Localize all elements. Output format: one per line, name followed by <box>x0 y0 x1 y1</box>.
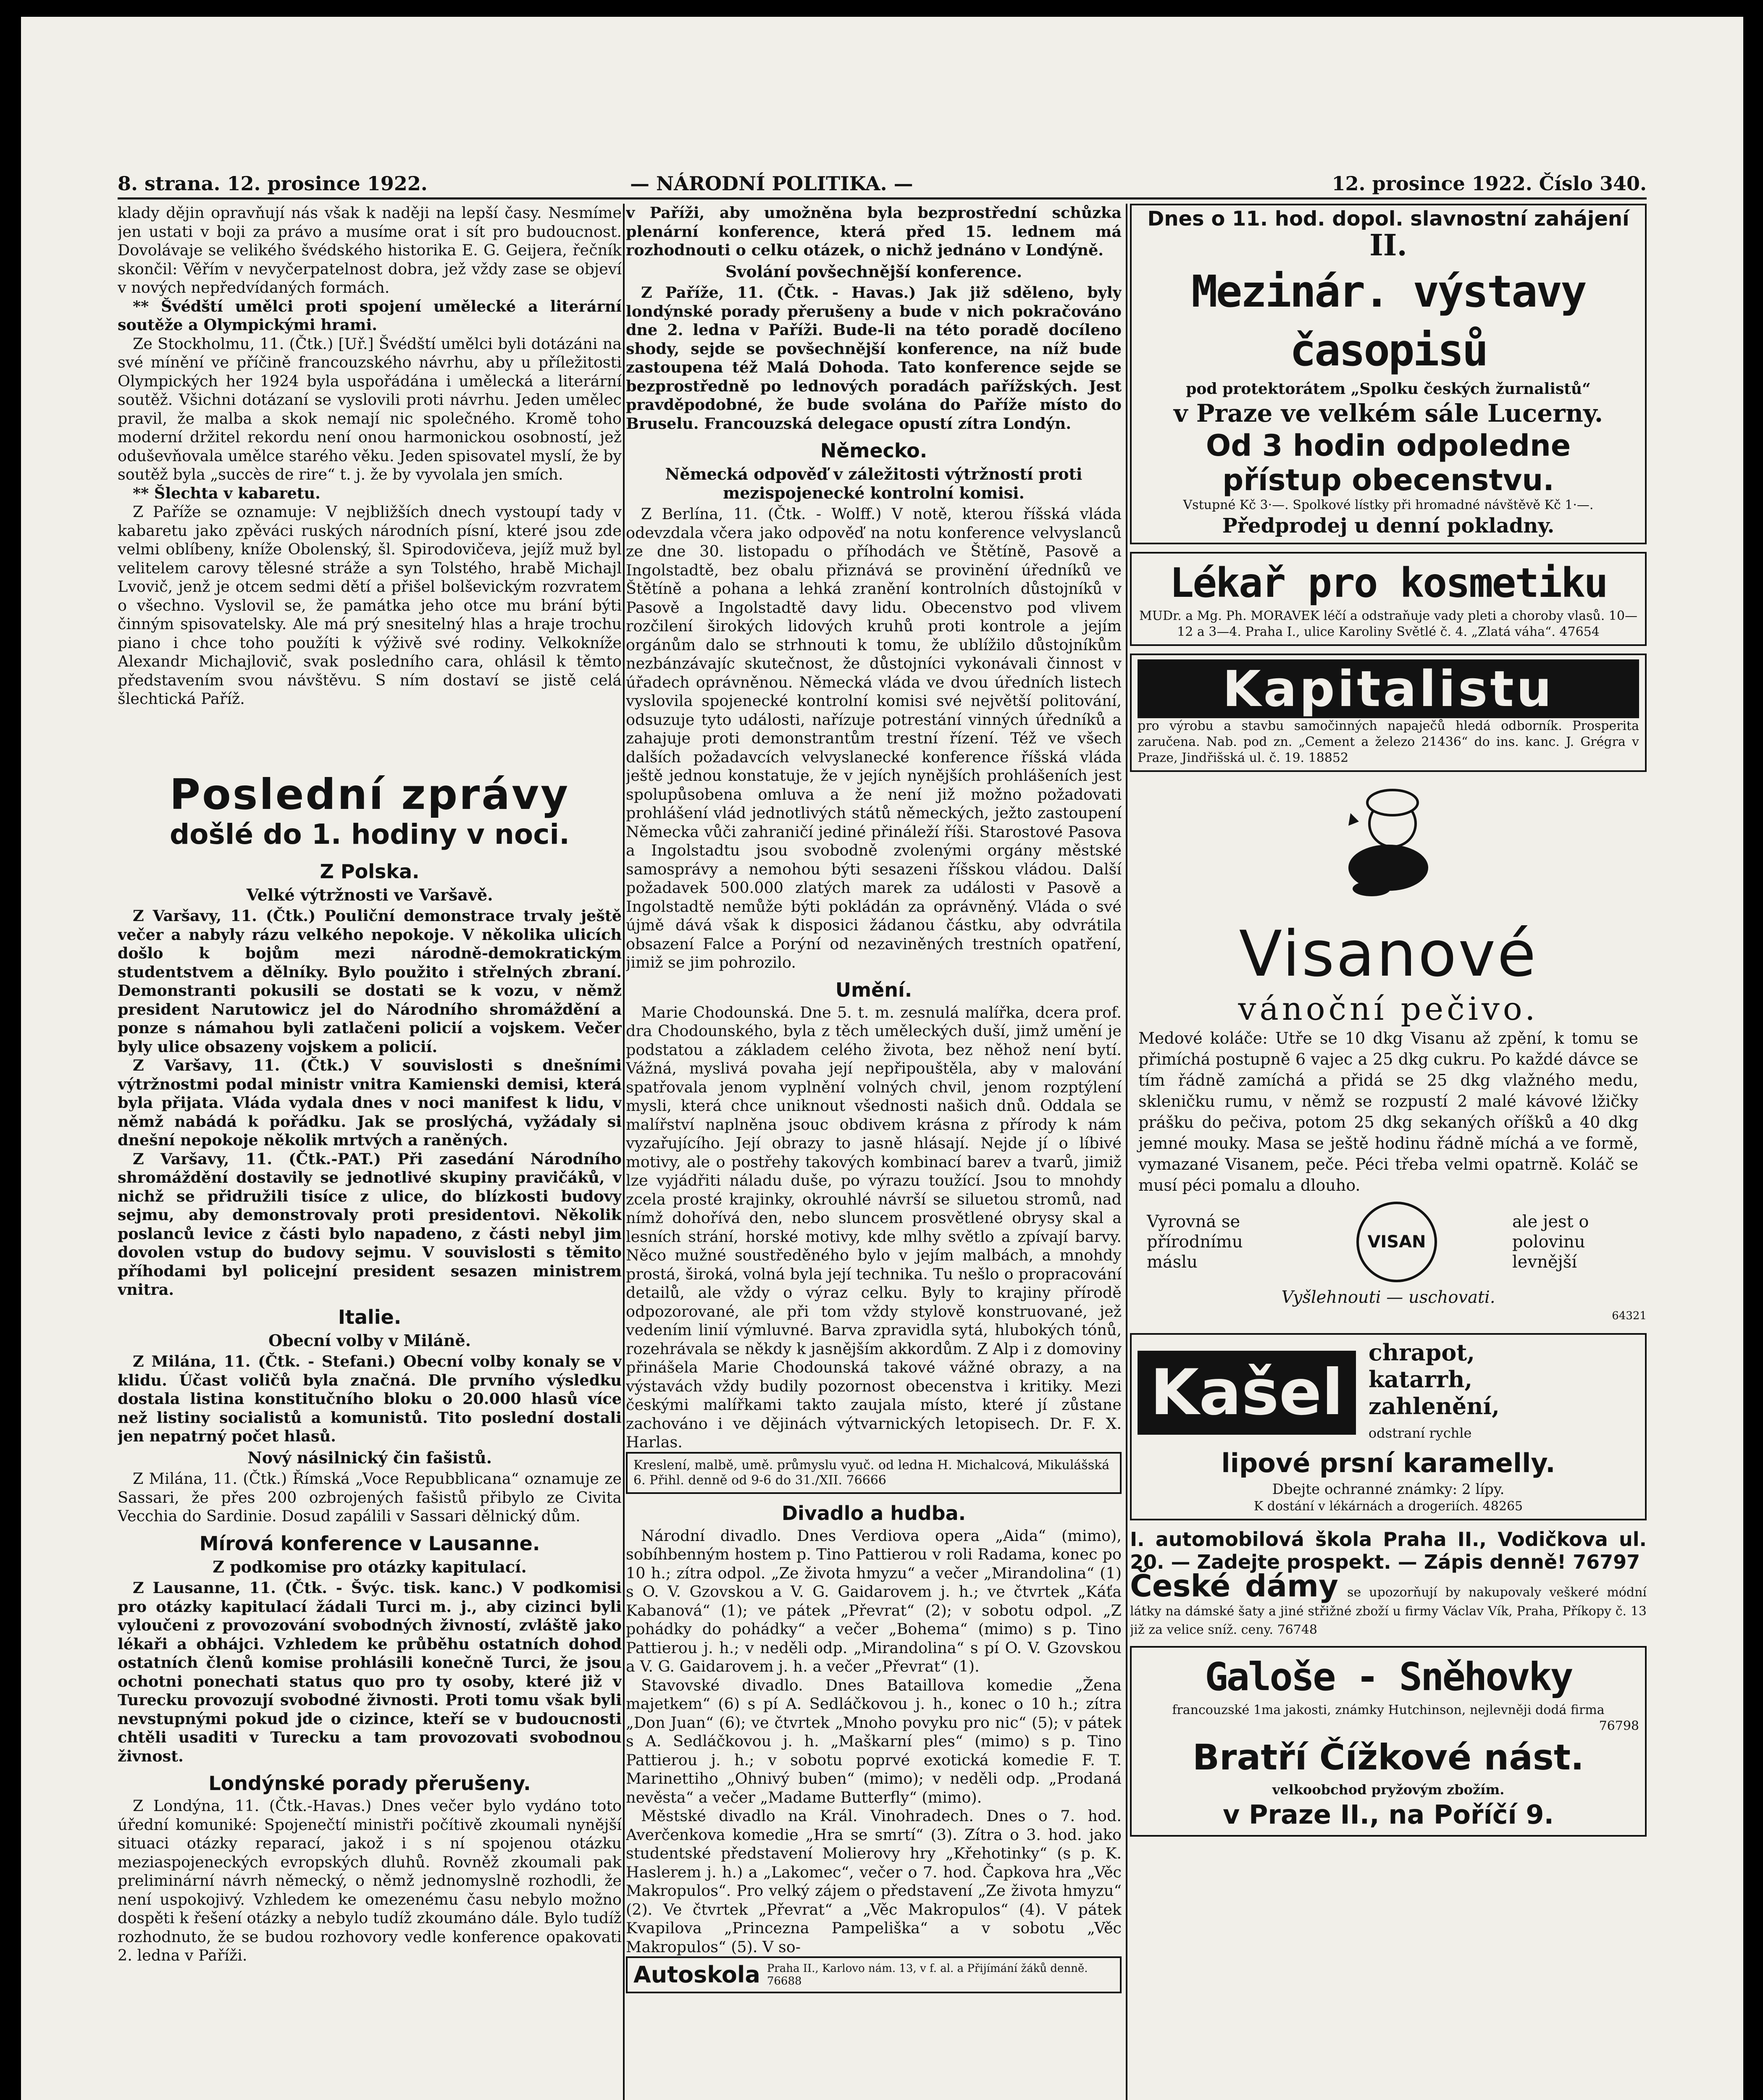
column-rule <box>1126 204 1127 2100</box>
visan-badge: VISAN <box>1356 1202 1437 1282</box>
galoshes-ad <box>1130 1646 1647 1837</box>
newspaper-page <box>21 17 1743 2100</box>
section-heading: Umění. <box>835 978 912 1001</box>
article-paragraph: Z Paříže se oznamuje: V nejbližších dnech vystoupí tady v kabaretu jako zpěváci ruských národních písní, které jsou zde velmi oblíbeny, kníže Obolenský, šl. Spirodovičeva, jejíž muž byl velitelem carovy tělesné stráže a syn Tolstého, hrabě Michajl Lvovič, jenž je otcem sedmi dětí a přišel bolševickým rozvratem o všechno. Vyslovil se, že památka jeho otce mu brání býti činným spisovatelsky. Ale má prý snesitelný hlas a hraje trochu piano i chce toho použíti k výživě své rodiny. Velkokníže Alexandr Michajlovič, svak posledního cara, ohlásil k těmto představením svou návštěvu. S ním dostaví se jistě celá šlechtická Paříž. <box>118 503 622 708</box>
header-center: — NÁRODNÍ POLITIKA. — <box>630 172 913 195</box>
galoshes-title: Galoše - Sněhovky <box>1205 1654 1572 1699</box>
capitalist-title: Kapitalistu <box>1138 659 1639 718</box>
section-heading: Londýnské porady přerušeny. <box>208 1772 531 1795</box>
galoshes-ad-number: 76798 <box>1599 1718 1639 1733</box>
article-heading: Obecní volby v Miláně. <box>268 1331 471 1350</box>
ladies-ad-text: se upozorňují by nakupovaly veškeré módní látky na dámské šaty a jiné střižné zboží u firmy Václav Vík, Praha, Příkopy č. 13 již za velice sníž. ceny. 76748 <box>1130 1585 1647 1637</box>
article-heading: Z podkomise pro otázky kapitulací. <box>213 1557 527 1576</box>
column-1 <box>118 204 622 2100</box>
ladies-ad-title: České dámy <box>1130 1568 1338 1604</box>
article-heading: Svolání povšechnější konference. <box>725 262 1022 281</box>
page-header <box>118 172 1647 200</box>
exhibition-numeral: II. <box>1369 227 1407 262</box>
article-paragraph: Marie Chodounská. Dne 5. t. m. zesnulá malířka, dcera prof. dra Chodounského, byla z těch uměleckých duší, jimž umění je podstatou a základem celého života, bez něhož není bytí. Vážná, myslivá povaha její nepřipouštěla, aby v malování spatřovala jenom vyplnění volných chvil, jenom rozptýlení mysli, která chce uniknout všednosti našich dnů. Oddala se malířství naplněna jsouc obdivem krásna z přírody k nám vyzařujícího. Její obrazy to jasně hlásají. Nejde jí o líbivé motivy, ale o postřehy takových kombinací barev a tvarů, jimiž lze vyjádřiti náladu duše, po výrazu toužící. Jsou to mnohdy zcela prosté krajinky, okrouhlé návrší se siluetou stromů, nad nímž dohořívá den, nebo sluncem prosvětlené obrysy skal a lesních strání, horské motivy, kde mlhy světlo a zpívají barvy. Něco mužné soustředěného bylo v jejím malbách, a mnohdy prostá, široká, volná byla její technika. Tu nešlo o propracování detailů, ale vždy o výraz celku. Byly to krajiny přírodě odpozorované, ale při tom vždy stylově konstruované, jež vedením linií výmluvné. Barva zpravidla sytá, hlubokých tónů, rozehrávala se někdy k jasnějším akkordům. Z Alp i z domoviny přinášela Marie Chodounská takové vážné obrazy, a na výstavách vždy budily pozornost obecenstva i kritiky. Mezi českými malířkami takto zaujala místo, které jí zůstane zachováno i ve dějinách výtvarnických letopisech. Dr. F. X. Harlas. <box>626 1003 1122 1451</box>
section-heading: Mírová konference v Lausanne. <box>199 1532 540 1555</box>
cherub-baker-illustration <box>1325 784 1451 910</box>
article-heading: ** Šlechta v kabaretu. <box>133 484 321 502</box>
header-right: 12. prosince 1922. Číslo 340. <box>1332 172 1647 195</box>
article-paragraph: Stavovské divadlo. Dnes Bataillova komedie „Žena majetkem“ (6) s pí A. Sedláčkovou j. h., konec o 10 h.; zítra „Don Juan“ (6); ve čtvrtek „Mnoho povyku pro nic“ (5); v pátek s A. Sedláčkovou j. h. „Maškarní ples“ (mimo) s p. Tino Pattierou j. h.; v sobotu poprvé exotická komedie F. T. Marinettiho „Ohnivý buben“ (mimo); v neděli odp. „Prodaná nevěsta“ a večer „Madame Butterfly“ (mimo). <box>626 1676 1122 1806</box>
article-paragraph: Ze Stockholmu, 11. (Čtk.) [Uř.] Švédští umělci byli dotázáni na své mínění ve příčině francouzského návrhu, aby u příležitosti Olympických her 1924 byla uspořádána i umělecká a literární soutěž. Všichni dotázaní se vyslovili proti návrhu. Jeden umělec pravil, že malba a skok nemají nic společného. Kromě toho moderní držitel rekordu není onou harmonickou osobností, jež oduševňovala umělce starého věku. Jeden spisovatel myslí, že by soutěž byla „succès de rire“ t. j. že by vyvolala jen smích. <box>118 334 622 483</box>
cosmetics-doctor-ad <box>1130 552 1647 646</box>
article-paragraph: Z Milána, 11. (Čtk. - Stefani.) Obecní volby konaly se v klidu. Účast voličů byla značná. Dle prvního výsledku dostala listina konstitučního bloku o 20.000 hlasů více než listiny socialistů a komunistů. Tito poslední dostali jen nepatrný počet hlasů. <box>118 1352 622 1445</box>
article-paragraph: Z Varšavy, 11. (Čtk.-PAT.) Při zasedání Národního shromáždění dostavily se jednotlivé skupiny pravičáků, v nichž se přidružili tisíce z ulice, do blízkosti budovy sejmu, aby demonstrovaly proti presidentovi. Několik poslanců levice z části bylo napadeno, z části nebyl jim dovolen vstup do budovy sejmu. V souvislosti s těmito příhodami byl policejní president sesazen ministrem vnitra. <box>118 1150 622 1299</box>
section-heading: Divadlo a hudba. <box>781 1502 966 1525</box>
article-paragraph: Z Londýna, 11. (Čtk.-Havas.) Dnes večer bylo vydáno toto úřední komuniké: Spojenečtí ministři počítivě zkoumali nynější situaci otázky reparací, jakož i s ní spojenou otázku meziaspojeneckých evropských dluhů. Rovněž zkoumali pak preliminární návrh německý, o němž jednomyslně rozhodli, že není uspokojivý. Vzhledem ke omezenému času nebylo možno dospěti k řešení otázky a nebylo tudíž zkoumáno dále. Bylo tudíž rozhodnuto, že se budou rozhovory vedle konference opakovati 2. ledna v Paříži. <box>118 1797 622 1964</box>
article-paragraph: Z Paříže, 11. (Čtk. - Havas.) Jak již sděleno, byly londýnské porady přerušeny a bude v nich pokračováno dne 2. ledna v Paříži. Bude-li na této poradě docíleno shody, sejde se povšechnější konference, na níž bude zastoupena též Malá Dohoda. Tato konference sejde se bezprostředně po lednových poradách pařížských. Jest pravděpodobné, že bude svolána do Paříže místo do Bruselu. Francouzská delegace opustí zítra Londýn. <box>626 284 1122 433</box>
exhibition-price: Vstupné Kč 3·—. Spolkové lístky při hromadné návštěvě Kč 1·—. <box>1183 498 1594 512</box>
section-heading: Italie. <box>338 1305 402 1328</box>
cough-remedy-note: odstraní rychle <box>1368 1425 1472 1441</box>
article-heading: ** Švédští umělci proti spojení umělecké a literární soutěže a Olympickými hrami. <box>118 297 622 334</box>
exhibition-venue: v Praze ve velkém sále Lucerny. <box>1173 399 1603 428</box>
cough-candy-ad <box>1130 1333 1647 1521</box>
visan-recipe: Medové koláče: Utře se 10 dkg Visanu až zpění, k tomu se přimíchá postupně 6 vajec a 25 dkg cukru. Po každé dávce se tím řádně zamíchá a přidá se 25 dkg vlažného medu, skleničku rumu, v němž se rozpustí 2 malé kávové lžičky prášku do pečiva, potom 25 dkg sekaných oříšků a 40 dkg jemné mouky. Masa se ještě hodinu řádně míchá a ve formě, vymazané Visanem, peče. Péci třeba velmi opatrně. Koláč se musí péci pomalu a dlouho. <box>1138 1029 1638 1194</box>
column-2 <box>626 204 1122 2100</box>
visan-title: Visanové <box>1239 917 1538 991</box>
column-rule <box>623 204 625 2100</box>
galoshes-text: francouzské 1ma jakosti, známky Hutchinson, nejlevněji dodá firma <box>1172 1702 1605 1717</box>
visan-right-note: ale jest o polovinu levnější <box>1512 1212 1589 1272</box>
visan-footer: Vyšlehnouti — uschovati. <box>1281 1287 1495 1307</box>
autoskola-text: Praha II., Karlovo nám. 13, v f. al. a Přijímání žáků denně. 76688 <box>767 1962 1088 1987</box>
article-heading: Nový násilnický čin fašistů. <box>247 1448 492 1467</box>
article-paragraph: klady dějin opravňují nás však k naději na lepší časy. Nesmíme jen ustati v boji za právo a musíme orat i sít pro budoucnost. Dovolávaje se velikého švédského historika E. G. Geijera, řečník skončil: Věřím v nevyčerpatelnost dobra, jež vždy zase se objeví v nových nepředvídaných formách. <box>118 204 622 297</box>
capitalist-ad <box>1130 654 1647 772</box>
section-heading: Německo. <box>820 439 927 462</box>
exhibition-hours: Od 3 hodin odpoledne <box>1206 428 1571 463</box>
article-heading: Německá odpověď v záležitosti výtržností proti mezispojenecké kontrolní komisi. <box>665 465 1082 502</box>
cosmetics-title: Lékař pro kosmetiku <box>1169 559 1607 606</box>
visan-subtitle: vánoční pečivo. <box>1238 990 1539 1027</box>
capitalist-text: pro výrobu a stavbu samočinných napaječů hledá odborník. Prosperita zaručena. Nab. pod zn. „Cement a železo 21436“ do ins. kanc. J. Grégra v Praze, Jindřišská ul. č. 19. 18852 <box>1138 719 1639 765</box>
cough-symptom: katarrh, <box>1368 1365 1473 1393</box>
article-paragraph: Městské divadlo na Král. Vinohradech. Dnes o 7. hod. Averčenkova komedie „Hra se smrtí“ (3). Zítra o 3. hod. jako studentské představení Molierovy hry „Křehotinky“ (s p. K. Haslerem j. h.) a „Lakomec“, večer o 7. hod. Čapkova hra „Věc Makropulos“. Pro velký zájem o představení „Ze života hmyzu“ (2). Ve čtvrtek „Převrat“ a „Věc Makropulos“ (4). V pátek Kvapilova „Princezna Pampeliška“ a v sobotu „Věc Makropulos“ (5). V so- <box>626 1807 1122 1956</box>
article-paragraph: Z Berlína, 11. (Čtk. - Wolff.) V notě, kterou říšská vláda odevzdala včera jako odpověď na notu konference velvyslanců ze dne 30. listopadu o příhodách ve Štětíně, Pasově a Ingolstadtě, bez obalu přiznává se provinění úředníků ve Štětíně a pohana a lehká zranění kontrolních důstojníků v Pasově a Ingolstadtě davy lidu. Obecenstvo pod vlivem rozčilení širokých lidových kruhů proti kontrole a jejím orgánům dalo se strhnouti k tomu, že ublížilo důstojníkům nezbánzávajíc skutečnost, že důstojníci vykonávali činnost v úřadech oprávněnou. Německá vláda ve dvou úředních listech vyslovila spojenecké kontrolní komisi své největší politování, odsuzuje tyto události, nařízuje potrestání vinných úředníků a zahajuje proti demonstrantům trestní řízení. Též ve všech dalších požadavcích velvyslanecké konference říšská vláda ještě jednou konstatuje, že v jejích nynějších prohlášeních jest spolupůsobena omluva a že není již možno požadovati prohlášení vlád jednotlivých států německých, ježto zastoupení Německa vůči zahraničí jediné přináleží říši. Starostové Pasova a Ingolstadtu jsou svobodně zvolenými orgány městské samosprávy a nemohou býti sesazeni říšskou vládou. Další požadavek 500.000 zlatých marek za události v Pasově a Ingolstadtě nemůže býti pokládán za oprávněný. Vláda o své újmě dává však k disposici žádanou částku, aby odvrátila obsazení Falce a Porýní od nezaviněných trestních opatření, jimiž se jim pohrozilo. <box>626 505 1122 971</box>
cough-symptom: chrapot, <box>1368 1339 1475 1366</box>
cough-title: Kašel <box>1138 1351 1356 1435</box>
exhibition-ad <box>1130 204 1647 544</box>
article-paragraph: Národní divadlo. Dnes Verdiova opera „Aida“ (mimo), sobíhbenným hostem p. Tino Pattierou v roli Radama, konec po 10 h.; zítra odpol. „Ze života hmyzu“ a večer „Mirandolina“ (1) s O. V. Gzovskou a V. G. Gaidarovem j. h.; ve čtvrtek „Káťa Kabanová“ (1); ve pátek „Převrat“ (2); v sobotu odpol. „Z pohádky do pohádky“ a večer „Bohema“ (mimo) s p. Tino Pattierou j. h.; v neděli odp. „Mirandolina“ s pí O. V. Gzovskou a V. G. Gaidarovem j. h. a večer „Převrat“ (1). <box>626 1526 1122 1675</box>
section-heading: Z Polska. <box>320 860 420 883</box>
exhibition-opening: Dnes o 11. hod. dopol. slavnostní zahájení <box>1147 207 1629 231</box>
visan-comparison <box>1130 1196 1647 1288</box>
article-heading: Velké výtržnosti ve Varšavě. <box>246 885 493 904</box>
exhibition-title: Mezinár. výstavy časopisů <box>1191 265 1585 376</box>
column-3 <box>1130 204 1647 2100</box>
cough-symptom: zahlenění, <box>1368 1392 1500 1420</box>
article-paragraph: v Paříži, aby umožněna byla bezprostřední schůzka plenární konference, která před 15. lednem má rozhodnouti o celku otázek, o nichž jednáno v Londýně. <box>626 204 1122 259</box>
drawing-course-ad: Kreslení, malbě, umě. průmyslu vyuč. od ledna H. Michalcová, Mikulášská 6. Přihl. denně od 9-6 do 31./XII. 76666 <box>626 1452 1122 1494</box>
visan-ad-number: 64321 <box>1612 1310 1647 1322</box>
galoshes-address: v Praze II., na Poříčí 9. <box>1222 1799 1554 1830</box>
article-paragraph: Z Lausanne, 11. (Čtk. - Švýc. tisk. kanc.) V podkomisi pro otázky kapitulací žádali Turci m. j., aby cizinci byli vyloučeni z provozování svobodných živností, zvláště jako lékaři a obhájci. Vzhledem ke průběhu ostatních dohod ostatních členů komise prohlásili konečně Turci, že jsou ochotni ponechati status quo pro ty osoby, které již v Turecku provozují svobodné živnosti. Proti tomu však byli nevstupnými pokud jde o cizince, kteří se v budoucnosti chtěli usaditi v Turecku a tam provozovati svobodnou živnost. <box>118 1579 622 1765</box>
autoskola-title: Autoskola <box>633 1961 760 1988</box>
header-left: 8. strana. 12. prosince 1922. <box>118 172 428 195</box>
article-paragraph: Z Varšavy, 11. (Čtk.) Pouliční demonstrace trvaly ještě večer a nabyly rázu velkého nepokoje. V několika ulicích došlo k bojům mezi národně-demokratickým studentstvem a dělníky. Bylo použito i střelných zbraní. Demonstranti pokusili se dostati se k vozu, v němž president Narutowicz jel do Národního shromáždění a ponze s námahou byli zatlačeni policií a vojskem. Večer byly ulice obsazeny vojskem a policií. <box>118 907 622 1056</box>
exhibition-presale: Předprodej u denní pokladny. <box>1222 514 1555 538</box>
exhibition-public: přístup obecenstvu. <box>1222 463 1554 497</box>
article-paragraph: Z Milána, 11. (Čtk.) Římská „Voce Repubblicana“ oznamuje ze Sassari, že přes 200 ozbrojených fašistů přibylo ze Civita Vecchia do Sardinie. Dosud zapálili v Sassari dělnický dům. <box>118 1470 622 1525</box>
cough-trademark-note: Dbejte ochranné známky: 2 lípy. <box>1272 1480 1505 1498</box>
driving-school-ad: I. automobilová škola Praha II., Vodičkova ul. 20. — Zadejte prospekt. — Zápis denně! 76797 <box>1130 1528 1647 1573</box>
visan-ad <box>1130 780 1647 1326</box>
exhibition-patron: pod protektorátem „Spolku českých žurnalistů“ <box>1186 380 1591 398</box>
cosmetics-text: MUDr. a Mg. Ph. MORAVEK léčí a odstraňuje vady pleti a choroby vlasů. 10—12 a 3—4. Praha I., ulice Karoliny Světlé č. 4. „Zlatá váha“. 47654 <box>1139 609 1637 639</box>
galoshes-firm: Bratří Čížkové nást. <box>1193 1736 1584 1778</box>
cough-product: lipové prsní karamelly. <box>1221 1447 1555 1478</box>
cough-availability: K dostání v lékárnách a drogeriích. 48265 <box>1253 1499 1523 1514</box>
galoshes-firm-type: velkoobchod pryžovým zbožím. <box>1272 1781 1505 1798</box>
latest-news-title: Poslední zprávy <box>169 769 570 819</box>
article-paragraph: Z Varšavy, 11. (Čtk.) V souvislosti s dnešními výtržnostmi podal ministr vnitra Kamienski demisi, která byla přijata. Vláda vydala dnes v noci manifest k lidu, v němž nabádá k pořádku. Jak se proslýchá, vyžádaly si dnešní nepokoje několik mrtvých a raněných. <box>118 1056 622 1149</box>
visan-left-note: Vyrovná se přírodnímu máslu <box>1147 1212 1243 1272</box>
latest-news-subtitle: došlé do 1. hodiny v noci. <box>169 818 570 850</box>
autoskola-ad <box>626 1956 1122 1993</box>
